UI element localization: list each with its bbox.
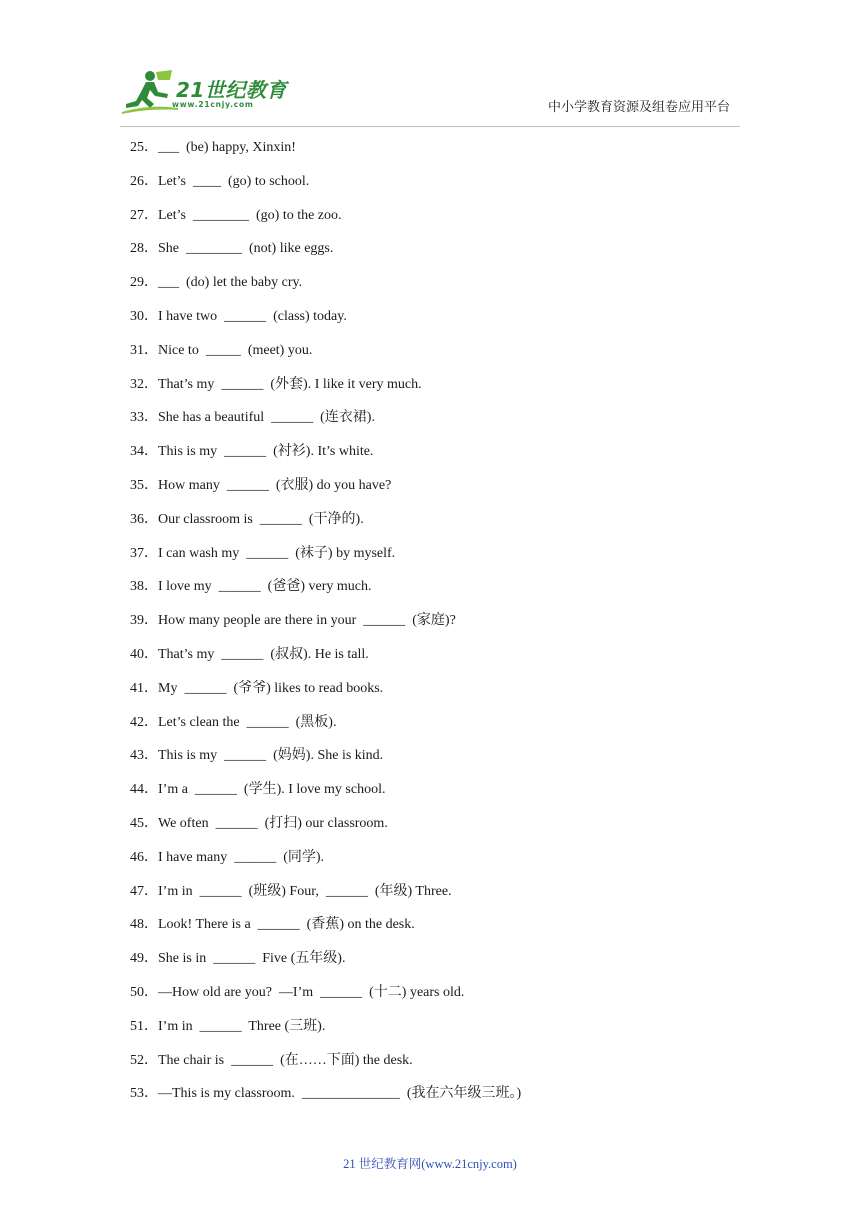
question-text: She ________ (not) like eggs. <box>158 241 334 257</box>
question-item <box>130 137 750 171</box>
question-text: This is my ______ (妈妈). She is kind. <box>158 748 384 764</box>
question-number: 30． <box>130 308 158 324</box>
question-number: 47． <box>130 883 158 899</box>
question-text: The chair is ______ (在……下面) the desk. <box>158 1052 413 1068</box>
question-number: 36． <box>130 511 158 527</box>
question-number: 44． <box>130 782 158 798</box>
question-text: That’s my ______ (叔叔). He is tall. <box>158 646 369 662</box>
question-text: —How old are you? —I’m ______ (十二) years old. <box>158 984 465 1000</box>
question-item <box>130 272 750 306</box>
runner-logo-icon <box>120 68 180 116</box>
question-item <box>130 610 750 644</box>
question-item <box>130 509 750 543</box>
question-number: 51． <box>130 1018 158 1034</box>
question-number: 39． <box>130 613 158 629</box>
question-number: 31． <box>130 342 158 358</box>
question-item <box>130 205 750 239</box>
question-text: That’s my ______ (外套). I like it very much. <box>158 376 422 392</box>
question-item <box>130 306 750 340</box>
question-number: 48． <box>130 917 158 933</box>
platform-tagline: 中小学教育资源及组卷应用平台 <box>547 100 730 115</box>
question-item <box>130 238 750 272</box>
question-number: 25． <box>130 140 158 155</box>
question-text: Let’s ____ (go) to school. <box>158 173 310 189</box>
question-number: 49． <box>130 951 158 967</box>
question-item <box>130 576 750 610</box>
question-text: I’m in ______ Three (三班). <box>158 1018 326 1034</box>
question-item <box>130 1083 750 1117</box>
question-number: 29． <box>130 275 158 291</box>
header-divider <box>120 126 740 127</box>
question-item <box>130 948 750 982</box>
question-text: Look! There is a ______ (香蕉) on the desk. <box>158 917 415 933</box>
question-number: 33． <box>130 410 158 426</box>
question-number: 28． <box>130 241 158 257</box>
question-item <box>130 1016 750 1050</box>
question-number: 26． <box>130 173 158 189</box>
question-text: I have two ______ (class) today. <box>158 308 347 324</box>
logo <box>120 68 295 116</box>
question-number: 34． <box>130 444 158 460</box>
question-text: Nice to _____ (meet) you. <box>158 342 313 358</box>
question-item <box>130 543 750 577</box>
question-text: My ______ (爷爷) likes to read books. <box>158 680 384 696</box>
page-footer: 21 世纪教育网(www.21cnjy.com) <box>343 1157 517 1171</box>
question-text: I’m in ______ (班级) Four, ______ (年级) Three. <box>158 883 452 899</box>
question-item <box>130 475 750 509</box>
question-number: 42． <box>130 714 158 730</box>
question-text: I have many ______ (同学). <box>158 849 325 865</box>
question-item <box>130 407 750 441</box>
question-text: Our classroom is ______ (干净的). <box>158 511 364 527</box>
question-item <box>130 171 750 205</box>
question-text: This is my ______ (衬衫). It’s white. <box>158 444 374 460</box>
question-text: ___ (do) let the baby cry. <box>158 275 303 291</box>
question-text: How many ______ (衣服) do you have? <box>158 477 392 493</box>
question-number: 40． <box>130 646 158 662</box>
question-text: I can wash my ______ (袜子) by myself. <box>158 545 396 561</box>
question-number: 32． <box>130 376 158 392</box>
question-number: 46． <box>130 849 158 865</box>
question-number: 43． <box>130 748 158 764</box>
page-header <box>0 0 860 125</box>
question-text: How many people are there in your ______ (家庭)? <box>158 613 456 629</box>
question-text: I love my ______ (爸爸) very much. <box>158 579 372 595</box>
question-item <box>130 644 750 678</box>
question-item <box>130 374 750 408</box>
question-item <box>130 847 750 881</box>
question-item <box>130 779 750 813</box>
question-text: —This is my classroom. ______________ (我在六年级三班。) <box>158 1086 522 1102</box>
question-item <box>130 881 750 915</box>
question-text: Let’s ________ (go) to the zoo. <box>158 207 342 223</box>
question-number: 52． <box>130 1052 158 1068</box>
question-number: 53． <box>130 1086 158 1102</box>
question-text: ___ (be) happy, Xinxin! <box>158 140 296 155</box>
question-text: She is in ______ Five (五年级). <box>158 951 346 967</box>
logo-url-text: www.21cnjy.com <box>172 100 254 109</box>
question-text: She has a beautiful ______ (连衣裙). <box>158 410 375 426</box>
logo-main-text: 21世纪教育 <box>176 78 287 102</box>
question-number: 38． <box>130 579 158 595</box>
question-text: Let’s clean the ______ (黑板). <box>158 714 337 730</box>
question-text: We often ______ (打扫) our classroom. <box>158 815 388 831</box>
question-item <box>130 914 750 948</box>
question-text: I’m a ______ (学生). I love my school. <box>158 782 386 798</box>
question-item <box>130 712 750 746</box>
question-number: 41． <box>130 680 158 696</box>
question-list <box>130 137 750 1117</box>
question-item <box>130 745 750 779</box>
question-number: 27． <box>130 207 158 223</box>
question-item <box>130 441 750 475</box>
question-item <box>130 1050 750 1084</box>
question-item <box>130 678 750 712</box>
question-item <box>130 340 750 374</box>
question-number: 35． <box>130 477 158 493</box>
question-number: 37． <box>130 545 158 561</box>
question-number: 50． <box>130 984 158 1000</box>
question-number: 45． <box>130 815 158 831</box>
question-item <box>130 982 750 1016</box>
question-item <box>130 813 750 847</box>
